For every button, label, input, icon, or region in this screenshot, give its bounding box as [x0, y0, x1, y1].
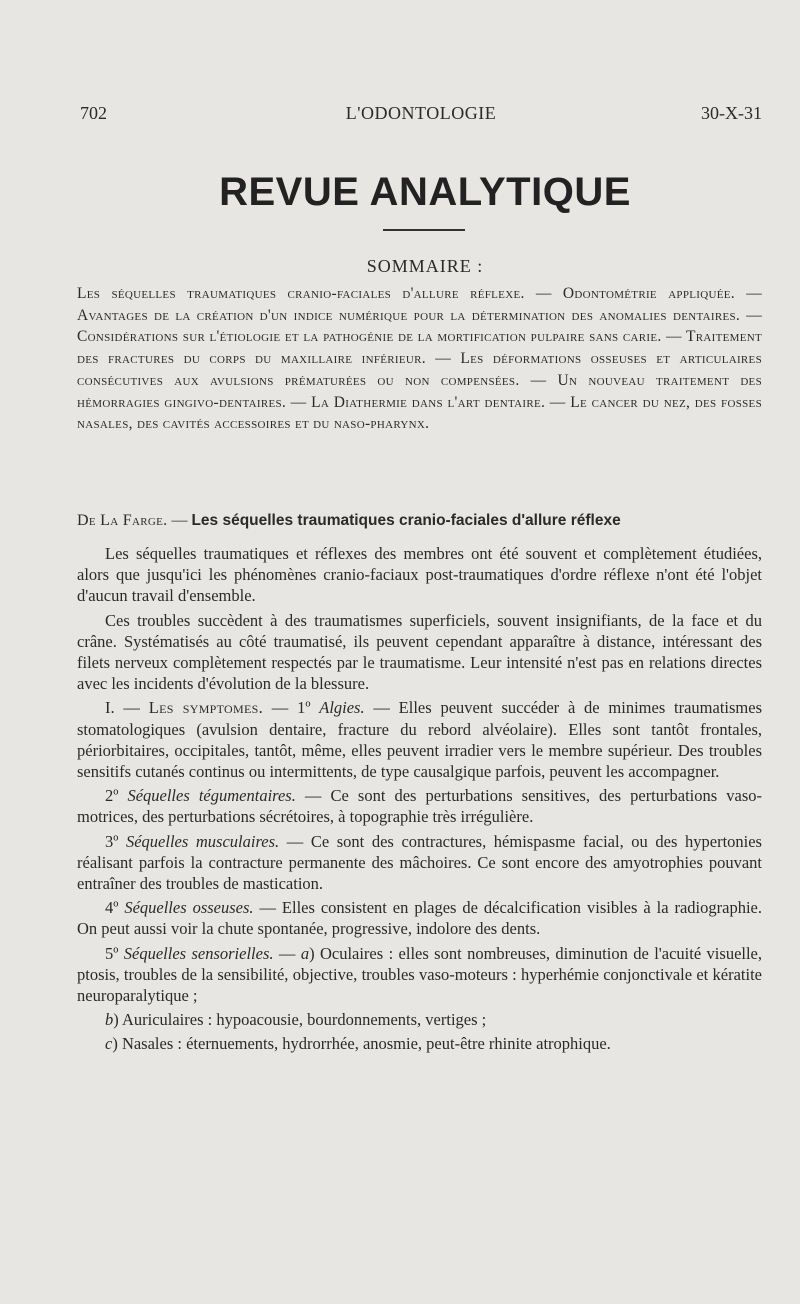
item-number: 5º — [105, 943, 124, 963]
item-number: 2º — [105, 786, 128, 806]
journal-title: L'ODONTOLOGIE — [345, 103, 497, 123]
paragraph — [77, 543, 762, 607]
running-header — [80, 103, 762, 127]
page-title: REVUE ANALYTIQUE — [219, 170, 631, 214]
paragraph-symptoms — [77, 697, 762, 782]
section-number: I. — — [105, 698, 149, 718]
paragraph-nasales — [77, 1033, 762, 1054]
summary-text: Les séquelles traumatiques cranio-faciales d'allure réflexe. — Odontométrie appliquée. — Avantages de la création d'un indice numérique pour la détermination des anomalies dentaires. — Considérations sur l'étiologie et la pathogénie de la mortification pulpaire sans carie. — Traitement des fractures du corps du maxillaire inférieur. — Les déformations osseuses et articulaires consécutives aux avulsions prématurées ou non compensées. — Un nouveau traitement des hémorragies gingivo-dentaires. — La Diathermie dans l'art dentaire. — Le cancer du nez, des fosses nasales, des cavités accessoires et du naso-pharynx. — [77, 285, 762, 433]
item-number: 3º — [105, 831, 126, 851]
item-label: Séquelles musculaires. — [125, 831, 280, 851]
section-title: Les symptomes. — [148, 698, 264, 718]
item-label: Séquelles osseuses. — [124, 898, 254, 918]
paragraph-sensorielles — [77, 943, 762, 1007]
article-heading-line — [77, 512, 767, 530]
article-author: De La Farge. — [77, 512, 168, 529]
article-body — [77, 543, 762, 1055]
item-label: Séquelles sensorielles. — [123, 943, 274, 963]
paragraph-musculaires — [77, 831, 762, 895]
sub-item-letter: c — [105, 1034, 113, 1054]
item-number: 4º — [105, 898, 125, 918]
paragraph-text: — Ce sont des perturbations sensitives, des perturbations vaso-motrices, des perturbations sécrétoires, à topographie très irrégulière. — [77, 786, 762, 827]
paragraph-text: Les séquelles traumatiques et réflexes des membres ont été souvent et complètement étudiées, alors que jusqu'ici les phénomènes cranio-faciaux post-traumatiques d'ordre réflexe n'ont été l'objet d'aucun travail d'ensemble. — [77, 544, 762, 606]
paragraph-tegumentaires — [77, 785, 762, 827]
paragraph-text: — Elles consistent en plages de décalcification visibles à la radiographie. On peut aussi voir la chute spontanée, progressive, indolore des dents. — [77, 898, 762, 939]
paragraph-auriculaires — [77, 1009, 762, 1030]
paragraph-osseuses — [77, 897, 762, 939]
dash: — — [273, 943, 301, 963]
paragraph-text: ) Oculaires : elles sont nombreuses, diminution de l'acuité visuelle, ptosis, troubles de la sensibilité, objective, troubles vaso-moteurs : hyperhémie conjonctivale et kératite neuroparalytique ; — [77, 943, 763, 1006]
heading-separator: — — [171, 512, 188, 529]
paragraph-text: Ces troubles succèdent à des traumatismes superficiels, souvent insignifiants, de la face et du crâne. Systématisés au côté traumatisé, ils peuvent cependant apparaître à distance, intéressant des filets nerveux complètement respectés par le traumatisme. Leur intensité n'est pas en relations directes avec les incidents d'évolution de la blessure. — [77, 610, 762, 694]
title-divider — [383, 229, 465, 231]
paragraph-text: ) Auriculaires : hypoacousie, bourdonnements, vertiges ; — [113, 1010, 487, 1030]
sub-item-letter: a — [300, 943, 310, 963]
paragraph — [77, 610, 762, 695]
page-number: 702 — [80, 103, 107, 123]
issue-date: 30-X-31 — [701, 103, 762, 123]
item-number: — 1º — [263, 698, 320, 718]
sub-item-letter: b — [105, 1010, 114, 1030]
summary-heading: SOMMAIRE : — [366, 256, 484, 276]
paragraph-text: — Ce sont des contractures, hémispasme facial, ou des hypertonies réalisant parfois la contracture permanente des mâchoires. Ce sont encore des amyotrophies pouvant entraîner des troubles de mastication. — [77, 831, 762, 894]
paragraph-text: — Elles peuvent succéder à de minimes traumatismes stomatologiques (avulsion dentaire, fracture du rebord alvéolaire). Elles sont tantôt frontales, périorbitaires, occipitales, tantôt, même, elles peuvent irradier vers le membre supérieur. Des troubles sensitifs cutanés continus ou intermittents, de type causalgique parfois, peuvent les accompagner. — [77, 698, 762, 782]
paragraph-text: ) Nasales : éternuements, hydrorrhée, anosmie, peut-être rhinite atrophique. — [112, 1034, 611, 1054]
item-label: Séquelles tégumentaires. — [127, 786, 296, 806]
article-title: Les séquelles traumatiques cranio-faciales d'allure réflexe — [191, 512, 621, 529]
item-label: Algies. — [319, 698, 365, 718]
